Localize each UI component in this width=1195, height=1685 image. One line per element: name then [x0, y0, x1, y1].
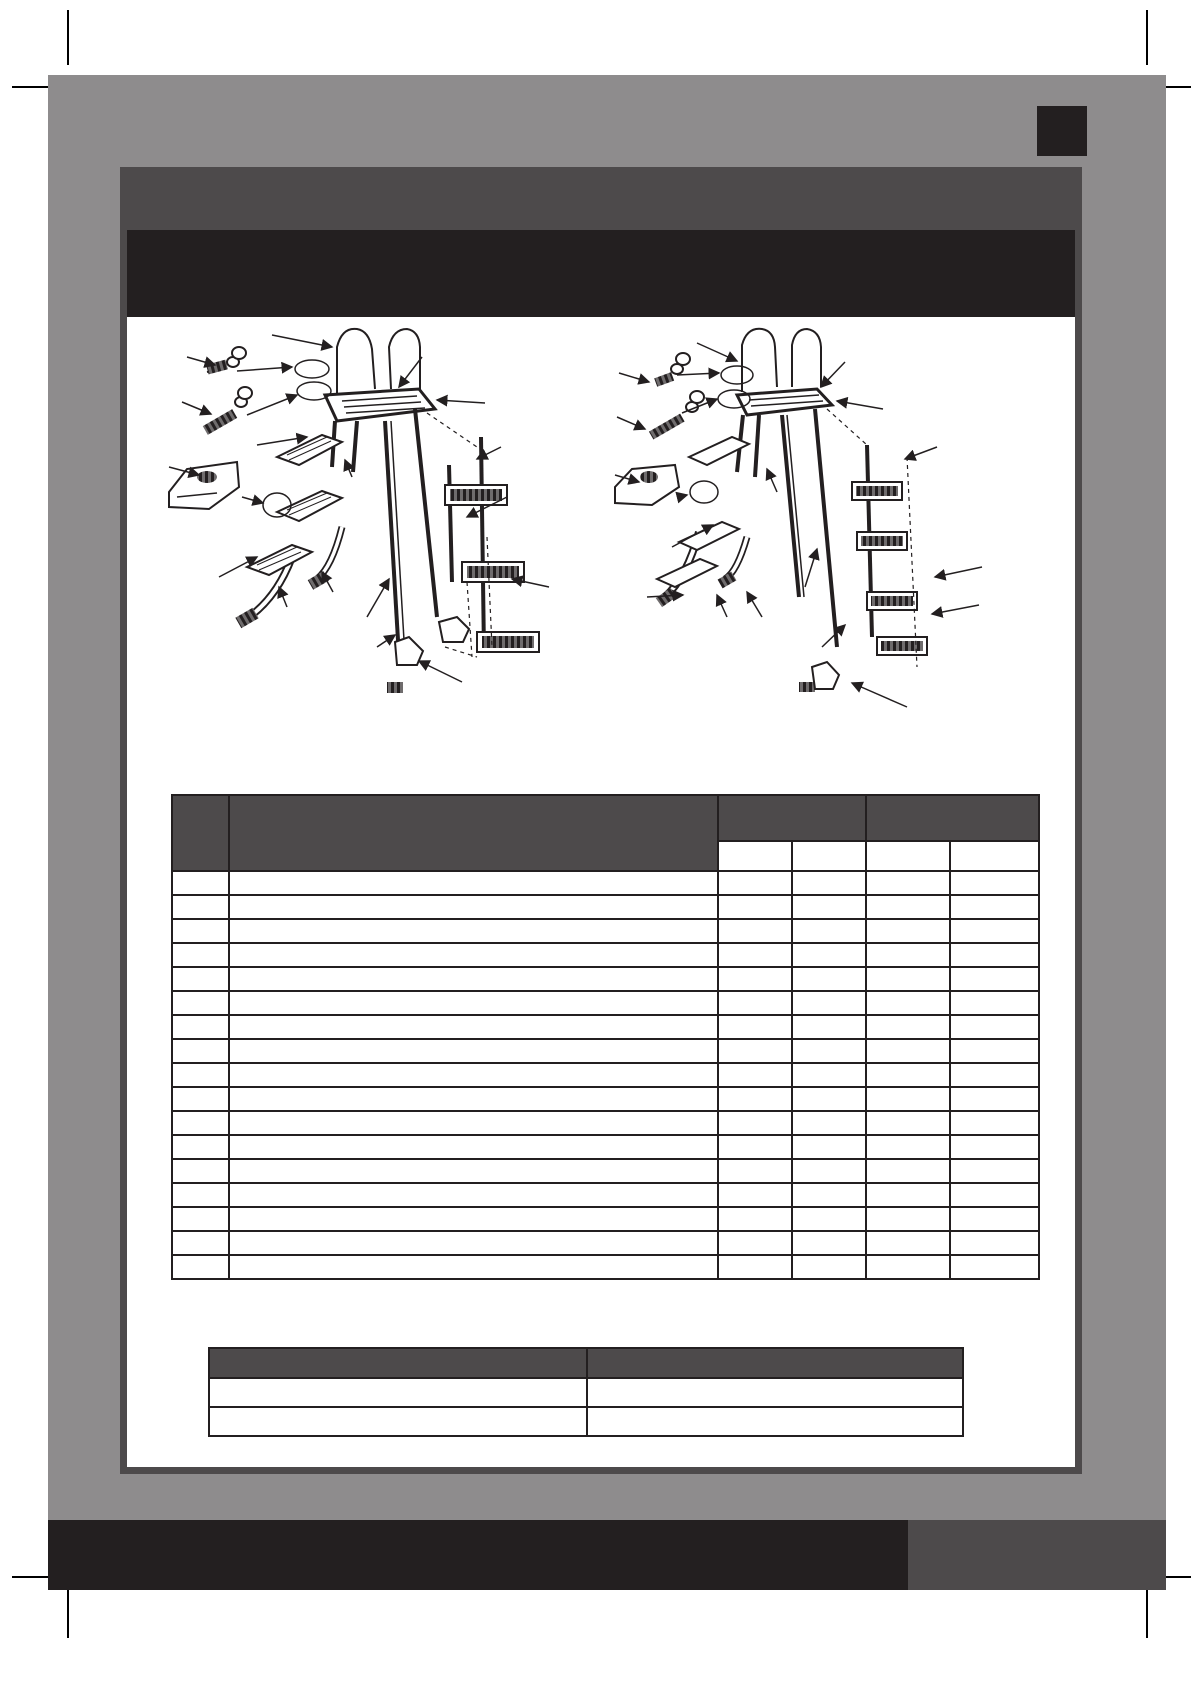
table-cell	[950, 895, 1039, 919]
table-cell	[718, 1111, 792, 1135]
table-cell	[718, 1255, 792, 1279]
table-cell	[792, 967, 866, 991]
table-cell	[587, 1378, 963, 1407]
ladder-diagram-left	[169, 329, 549, 693]
ladder-diagram-svg	[127, 317, 1075, 747]
group-b-col-1	[866, 841, 950, 871]
table-row	[172, 1111, 1039, 1135]
table-cell	[172, 1159, 229, 1183]
table-cell	[866, 991, 950, 1015]
table-cell	[792, 1255, 866, 1279]
table-cell	[229, 1015, 718, 1039]
table-cell	[718, 1159, 792, 1183]
table-cell	[866, 1063, 950, 1087]
footer-tab	[908, 1520, 1166, 1590]
table-cell	[866, 1183, 950, 1207]
table-cell	[172, 1183, 229, 1207]
table-cell	[229, 1087, 718, 1111]
table-cell	[792, 1135, 866, 1159]
table-cell	[229, 1255, 718, 1279]
table-cell	[229, 1111, 718, 1135]
table-cell	[792, 1231, 866, 1255]
table-row	[209, 1378, 963, 1407]
table-cell	[172, 1087, 229, 1111]
table-cell	[172, 1039, 229, 1063]
group-b-header	[866, 795, 1039, 841]
table-cell	[209, 1378, 587, 1407]
table-cell	[866, 1255, 950, 1279]
table-cell	[866, 919, 950, 943]
table-row	[172, 1231, 1039, 1255]
table-cell	[229, 1159, 718, 1183]
table-cell	[792, 1159, 866, 1183]
table-cell	[792, 1183, 866, 1207]
table-row	[172, 1255, 1039, 1279]
table-row	[172, 1015, 1039, 1039]
table-row	[209, 1407, 963, 1436]
table-cell	[172, 919, 229, 943]
table-cell	[792, 919, 866, 943]
model-table	[208, 1347, 964, 1437]
table-cell	[866, 1159, 950, 1183]
table-cell	[172, 1135, 229, 1159]
title-bar	[127, 230, 1075, 317]
table-cell	[718, 1063, 792, 1087]
model-table-header-1	[209, 1348, 587, 1378]
table-row	[172, 1183, 1039, 1207]
ladder-diagram-right	[615, 329, 982, 707]
table-cell	[950, 1135, 1039, 1159]
table-cell	[792, 1111, 866, 1135]
table-cell	[229, 1039, 718, 1063]
table-cell	[718, 1087, 792, 1111]
table-row	[172, 871, 1039, 895]
table-cell	[718, 1207, 792, 1231]
table-cell	[950, 1063, 1039, 1087]
table-cell	[172, 871, 229, 895]
table-row	[172, 1039, 1039, 1063]
group-b-col-2	[950, 841, 1039, 871]
table-row	[172, 1159, 1039, 1183]
table-cell	[229, 1183, 718, 1207]
table-cell	[950, 1159, 1039, 1183]
exploded-view-diagrams	[127, 317, 1075, 747]
table-cell	[866, 1231, 950, 1255]
table-cell	[587, 1407, 963, 1436]
table-cell	[950, 943, 1039, 967]
table-cell	[866, 943, 950, 967]
table-row	[172, 1087, 1039, 1111]
table-cell	[209, 1407, 587, 1436]
table-cell	[172, 967, 229, 991]
footer-bar	[48, 1520, 908, 1590]
table-cell	[792, 871, 866, 895]
table-row	[172, 1207, 1039, 1231]
table-cell	[950, 1015, 1039, 1039]
page-number-box	[1037, 106, 1087, 156]
table-cell	[950, 1207, 1039, 1231]
table-cell	[718, 871, 792, 895]
table-cell	[172, 1111, 229, 1135]
table-cell	[718, 895, 792, 919]
parts-table-body	[172, 871, 1039, 1279]
table-cell	[229, 1207, 718, 1231]
table-cell	[950, 1183, 1039, 1207]
table-cell	[718, 1039, 792, 1063]
table-cell	[172, 1063, 229, 1087]
table-cell	[950, 967, 1039, 991]
crop-mark	[1146, 1588, 1148, 1638]
table-row	[172, 967, 1039, 991]
table-cell	[792, 1087, 866, 1111]
table-row	[172, 895, 1039, 919]
table-cell	[718, 1231, 792, 1255]
table-cell	[950, 1231, 1039, 1255]
table-row	[172, 991, 1039, 1015]
table-cell	[229, 1135, 718, 1159]
table-row	[172, 943, 1039, 967]
table-cell	[229, 871, 718, 895]
group-a-col-2	[792, 841, 866, 871]
table-cell	[866, 1015, 950, 1039]
table-cell	[866, 1087, 950, 1111]
table-cell	[718, 943, 792, 967]
table-cell	[792, 1039, 866, 1063]
table-cell	[718, 919, 792, 943]
crop-mark	[67, 10, 69, 65]
table-cell	[172, 895, 229, 919]
table-cell	[950, 1111, 1039, 1135]
table-cell	[792, 943, 866, 967]
table-cell	[229, 1231, 718, 1255]
table-cell	[172, 1231, 229, 1255]
table-cell	[172, 1255, 229, 1279]
table-cell	[950, 919, 1039, 943]
table-cell	[950, 1255, 1039, 1279]
table-cell	[866, 1135, 950, 1159]
table-cell	[229, 895, 718, 919]
group-a-col-1	[718, 841, 792, 871]
table-cell	[866, 895, 950, 919]
table-cell	[229, 1063, 718, 1087]
model-table-header-2	[587, 1348, 963, 1378]
table-row	[172, 1135, 1039, 1159]
table-cell	[172, 1015, 229, 1039]
table-cell	[718, 967, 792, 991]
crop-mark	[67, 1588, 69, 1638]
group-a-header	[718, 795, 866, 841]
table-cell	[950, 1039, 1039, 1063]
table-cell	[172, 943, 229, 967]
table-cell	[866, 1111, 950, 1135]
table-cell	[718, 1183, 792, 1207]
table-cell	[866, 871, 950, 895]
table-cell	[172, 991, 229, 1015]
table-cell	[229, 967, 718, 991]
description-header	[229, 795, 718, 871]
table-cell	[792, 1015, 866, 1039]
table-row	[172, 1063, 1039, 1087]
table-cell	[718, 991, 792, 1015]
table-cell	[866, 967, 950, 991]
table-cell	[172, 1207, 229, 1231]
parts-table	[171, 794, 1040, 1280]
table-cell	[229, 991, 718, 1015]
table-cell	[866, 1207, 950, 1231]
table-cell	[950, 991, 1039, 1015]
crop-mark	[1146, 10, 1148, 65]
table-cell	[950, 871, 1039, 895]
table-cell	[718, 1015, 792, 1039]
table-cell	[792, 895, 866, 919]
table-cell	[229, 943, 718, 967]
ref-no-header	[172, 795, 229, 871]
table-cell	[229, 919, 718, 943]
table-cell	[792, 1207, 866, 1231]
table-row	[172, 919, 1039, 943]
table-cell	[866, 1039, 950, 1063]
table-cell	[792, 991, 866, 1015]
section-header	[120, 167, 1082, 230]
table-cell	[792, 1063, 866, 1087]
table-cell	[950, 1087, 1039, 1111]
table-cell	[718, 1135, 792, 1159]
